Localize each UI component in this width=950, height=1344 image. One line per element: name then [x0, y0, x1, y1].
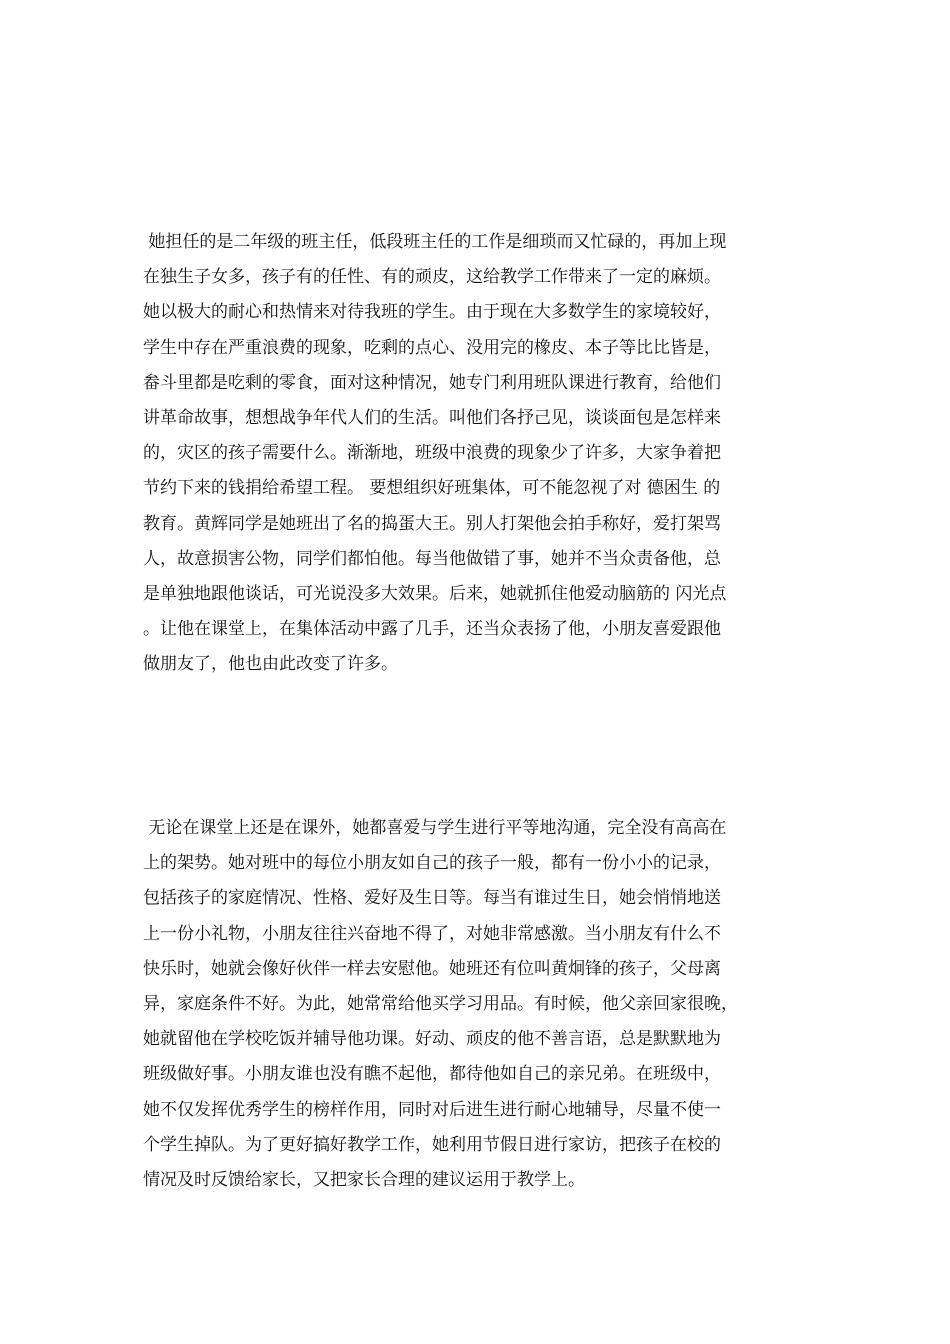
text-line: 快乐时，她就会像好伙伴一样去安慰他。她班还有位叫黄炯锋的孩子，父母离	[143, 958, 721, 979]
text-line: 在独生子女多，孩子有的任性、有的顽皮，这给教学工作带来了一定的麻烦。	[143, 267, 721, 288]
text-line: 异，家庭条件不好。为此，她常常给他买学习用品。有时候，他父亲回家很晚，	[143, 993, 738, 1014]
paragraph-class-management	[143, 225, 815, 682]
text-line: 个学生掉队。为了更好搞好教学工作，她利用节假日进行家访，把孩子在校的	[143, 1134, 721, 1155]
text-line: 她以极大的耐心和热情来对待我班的学生。由于现在大多数学生的家境较好，	[143, 302, 721, 323]
text-line: 无论在课堂上还是在课外，她都喜爱与学生进行平等地沟通，完全没有高高在	[143, 818, 727, 838]
text-line: 上一份小礼物，小朋友往往兴奋地不得了，对她非常感激。当小朋友有什么不	[143, 923, 721, 944]
text-line: 情况及时反馈给家长，又把家长合理的建议运用于教学上。	[143, 1169, 585, 1190]
text-line: 包括孩子的家庭情况、性格、爱好及生日等。每当有谁过生日，她会悄悄地送	[143, 888, 721, 909]
text-line: 她担任的是二年级的班主任，低段班主任的工作是细琐而又忙碌的，再加上现	[143, 232, 727, 252]
text-line: 上的架势。她对班中的每位小朋友如自己的孩子一般，都有一份小小的记录，	[143, 853, 721, 874]
text-line: 畚斗里都是吃剩的零食，面对这种情况，她专门利用班队课进行教育，给他们	[143, 372, 721, 393]
text-line: 学生中存在严重浪费的现象，吃剩的点心、没用完的橡皮、本子等比比皆是，	[143, 337, 721, 358]
text-line: 是单独地跟他谈话，可光说没多大效果。后来，她就抓住他爱动脑筋的 闪光点	[143, 583, 727, 604]
text-line: 她不仅发挥优秀学生的榜样作用，同时对后进生进行耐心地辅导，尽量不使一	[143, 1099, 721, 1120]
paragraph-student-communication	[143, 811, 815, 1198]
text-line: 班级做好事。小朋友谁也没有瞧不起他，都待他如自己的亲兄弟。在班级中，	[143, 1064, 721, 1085]
text-line: 人，故意损害公物，同学们都怕他。每当他做错了事，她并不当众责备他，总	[143, 548, 721, 569]
text-line: 的，灾区的孩子需要什么。渐渐地，班级中浪费的现象少了许多，大家争着把	[143, 443, 721, 464]
text-line: 。让他在课堂上，在集体活动中露了几手，还当众表扬了他，小朋友喜爱跟他	[143, 619, 721, 640]
text-line: 讲革命故事，想想战争年代人们的生活。叫他们各抒己见，谈谈面包是怎样来	[143, 407, 721, 428]
text-line: 教育。黄辉同学是她班出了名的捣蛋大王。别人打架他会拍手称好，爱打架骂	[143, 513, 721, 534]
text-line: 做朋友了，他也由此改变了许多。	[143, 654, 398, 675]
text-line: 节约下来的钱捐给希望工程。 要想组织好班集体，可不能忽视了对 德困生 的	[143, 478, 721, 499]
text-line: 她就留他在学校吃饭并辅导他功课。好动、顽皮的他不善言语，总是默默地为	[143, 1029, 721, 1050]
